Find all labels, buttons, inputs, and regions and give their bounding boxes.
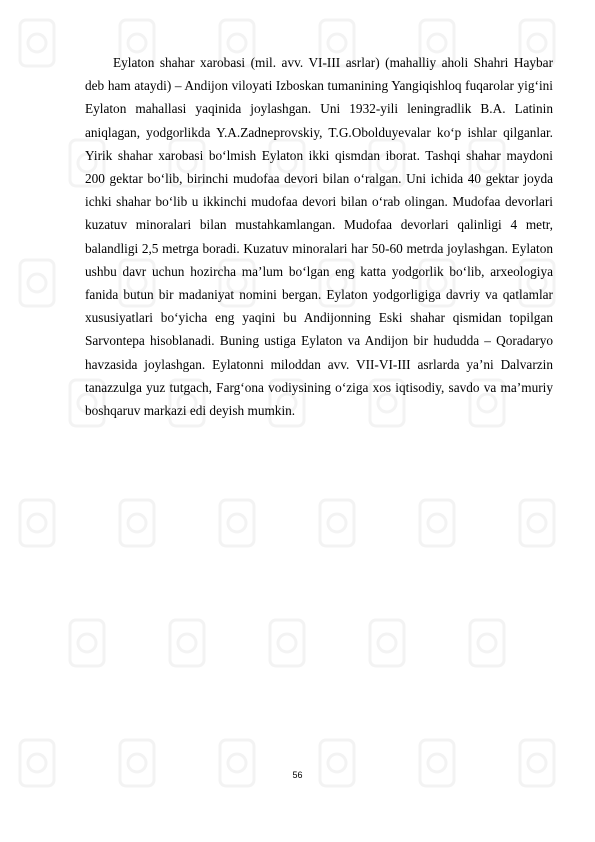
watermark-tile	[270, 620, 304, 666]
watermark-ring	[428, 34, 446, 52]
body-paragraph: Eylaton shahar xarobasi (mil. avv. VI-III asrlar) (mahalliy aholi Shahri Haybar deb ham ataydi) – Andijon viloyati Izboskan tumanining Yangiqishloq fuqarolar yig‘ini Eylaton mahallasi yaqinida joylashgan. Uni 1932-yili leningradlik B.A. Latinin aniqlagan, yodgorlikda Y.A.Zadneprovskiy, T.G.Obolduyevalar ko‘p ishlar qilganlar. Yirik shahar xarobasi bo‘lmish Eylaton ikki qismdan iborat. Tashqi shahar maydoni 200 gektar bo‘lib, birinchi mudofaa devori bilan o‘ralgan. Uni ichida 40 gektar joyda ichki shahar bo‘lib u ikkinchi mudofaa devori bilan o‘rab olingan. Mudofaa devorlari kuzatuv minoralari bilan mustahkamlangan. Mudofaa devorlari qalinligi 4 metr, balandligi 2,5 metrga boradi. Kuzatuv minoralari har 50-60 metrda joylashgan. Eylaton ushbu davr uchun hozircha ma’lum bo‘lgan eng katta yodgorlik bo‘lib, arxeologiya fanida butun bir madaniyat nomini bergan. Eylaton yodgorligiga davriy va qatlamlar xususiyatlari bo‘yicha eng yaqini bu Andijonning Eski shahar qismidan topilgan Sarvontepa hisoblanadi. Buning ustiga Eylaton va Andijon bir hududda – Qoradaryo havzasida joylashgan. Eylatonni miloddan avv. VII-VI-III asrlarda ya’ni Dalvarzin tanazzulga yuz tutgach, Farg‘ona vodiysining o‘ziga xos iqtisodiy, savdo va ma’muriy boshqaruv markazi edi deyish mumkin.	[85, 55, 553, 419]
watermark-ring	[178, 634, 196, 652]
watermark-tile	[420, 500, 454, 546]
watermark-ring	[428, 514, 446, 532]
watermark-ring	[328, 34, 346, 52]
watermark-ring	[128, 34, 146, 52]
page-number: 56	[292, 770, 303, 780]
watermark-tile	[20, 260, 54, 306]
watermark-ring	[28, 34, 46, 52]
watermark-tile	[70, 620, 104, 666]
watermark-ring	[78, 634, 96, 652]
watermark-ring	[528, 514, 546, 532]
watermark-tile	[20, 500, 54, 546]
watermark-tile	[320, 500, 354, 546]
watermark-ring	[228, 514, 246, 532]
watermark-ring	[478, 634, 496, 652]
watermark-ring	[378, 634, 396, 652]
watermark-tile	[470, 620, 504, 666]
watermark-tile	[370, 620, 404, 666]
watermark-ring	[228, 34, 246, 52]
watermark-ring	[528, 34, 546, 52]
watermark-ring	[28, 274, 46, 292]
watermark-ring	[278, 634, 296, 652]
watermark-tile	[120, 500, 154, 546]
watermark-ring	[28, 514, 46, 532]
watermark-ring	[128, 514, 146, 532]
watermark-ring	[328, 514, 346, 532]
watermark-tile	[520, 500, 554, 546]
watermark-tile	[20, 20, 54, 66]
watermark-tile	[170, 620, 204, 666]
watermark-tile	[220, 500, 254, 546]
